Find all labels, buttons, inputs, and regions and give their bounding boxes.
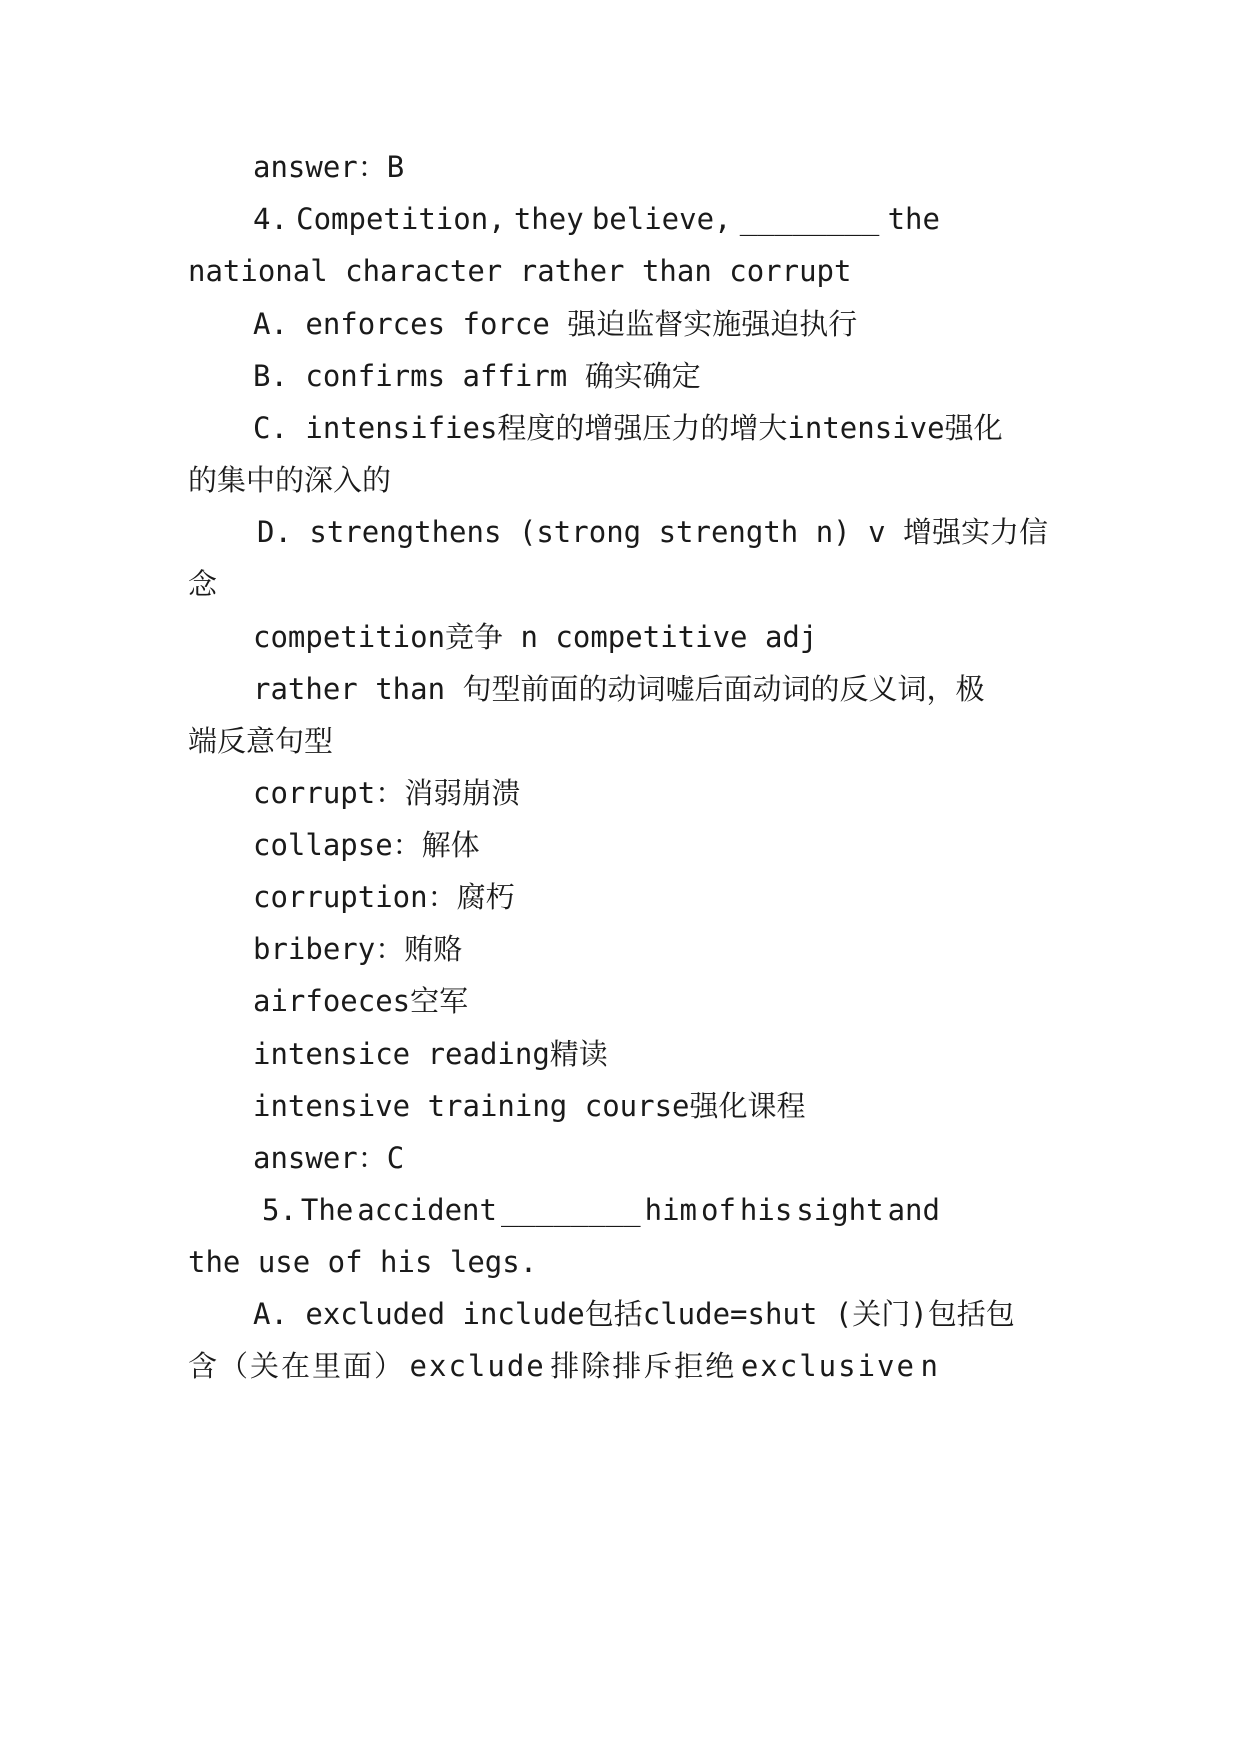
option-c-continuation: 的集中的深入的: [188, 463, 392, 497]
vocab-note: airfoeces空军: [253, 984, 469, 1018]
text-segment: exclude: [409, 1349, 546, 1383]
word: the: [887, 202, 940, 236]
blank: ________: [500, 1193, 641, 1227]
word: Competition,: [296, 202, 506, 236]
word: The: [300, 1193, 354, 1227]
option-a: A. excluded include包括clude=shut (关门)包括包: [253, 1297, 1015, 1331]
text-line: national character rather than corrupt: [188, 254, 852, 288]
vocab-note: bribery：贿赂: [253, 932, 463, 966]
vocab-note: collapse：解体: [253, 828, 480, 862]
vocab-note: corrupt：消弱崩溃: [253, 776, 521, 810]
word: of: [701, 1193, 736, 1227]
vocab-note-continuation: 端反意句型: [188, 724, 334, 758]
question-4-first-line: [253, 199, 940, 239]
option-d-continuation: 念: [188, 567, 218, 601]
option-d: D. strengthens (strong strength n) v 增强实力信: [257, 515, 1049, 549]
word: his: [739, 1193, 793, 1227]
vocab-note: intensice reading精读: [253, 1037, 608, 1071]
question-5-first-line: [262, 1190, 940, 1230]
word: sight: [796, 1193, 884, 1227]
option-c: C. intensifies程度的增强压力的增大intensive强化: [253, 411, 1003, 445]
text-segment: 排除排斥拒绝: [550, 1349, 737, 1383]
vocab-note: intensive training course强化课程: [253, 1089, 806, 1123]
vocab-note: corruption：腐朽: [253, 880, 515, 914]
word: they: [513, 202, 584, 236]
text-line: the use of his legs.: [188, 1245, 538, 1279]
blank: ________: [739, 202, 880, 236]
text-line-answer-c: answer：C: [253, 1141, 405, 1175]
question-number: 4.: [253, 202, 288, 236]
option-a-continuation: [188, 1346, 940, 1386]
word: and: [887, 1193, 940, 1227]
vocab-note: competition竞争 n competitive adj: [253, 620, 818, 654]
word: him: [644, 1193, 698, 1227]
text-segment: n: [920, 1349, 940, 1383]
option-b: B. confirms affirm 确实确定: [253, 359, 701, 393]
text-line-answer-b: answer：B: [253, 150, 405, 184]
word: accident: [357, 1193, 497, 1227]
text-segment: 含（关在里面）: [188, 1349, 406, 1383]
vocab-note: rather than 句型前面的动词嘘后面动词的反义词，极: [253, 672, 985, 706]
option-a: A. enforces force 强迫监督实施强迫执行: [253, 307, 858, 341]
word: believe,: [591, 202, 732, 236]
text-segment: exclusive: [740, 1349, 916, 1383]
question-number: 5.: [262, 1193, 297, 1227]
